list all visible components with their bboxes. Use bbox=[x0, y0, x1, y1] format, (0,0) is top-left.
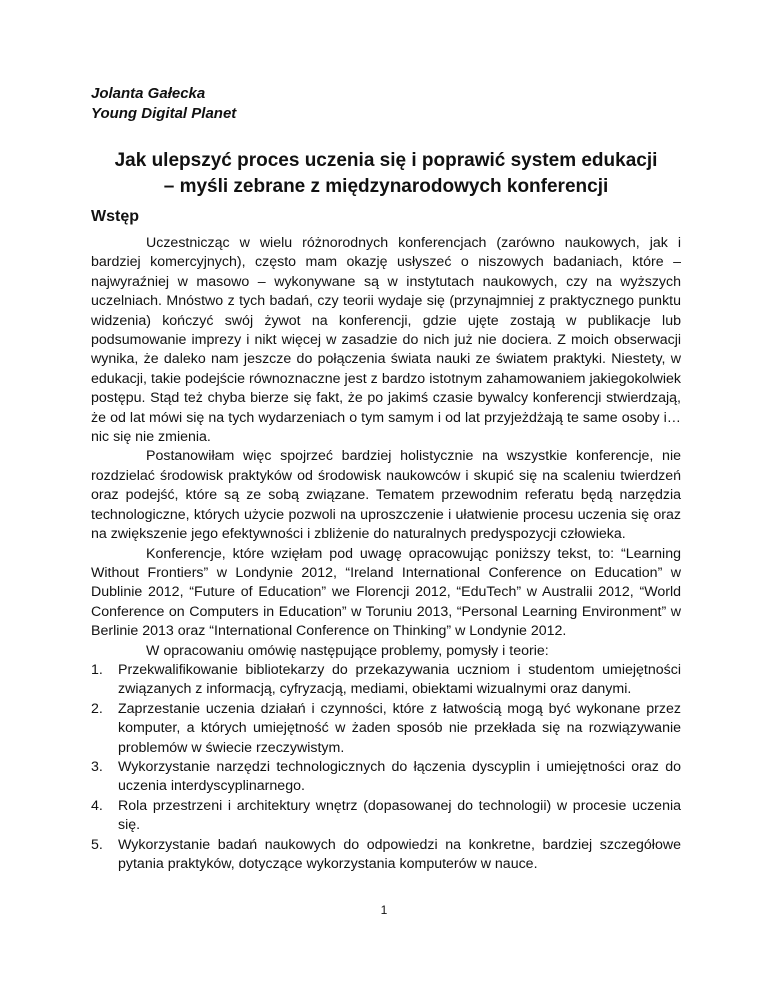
list-item-text: Wykorzystanie badań naukowych do odpowiedzi na konkretne, bardziej szczegółowe pytania praktyków, dotyczące wykorzystania komputerów w nauce. bbox=[118, 836, 681, 872]
numbered-list bbox=[91, 661, 681, 874]
list-item bbox=[91, 797, 681, 836]
list-item-text: Zaprzestanie uczenia działań i czynności, które z łatwością mogą być wykonane przez komputer, a których umiejętność w żaden sposób nie przekłada się na rozwiązywanie problemów w świecie rzeczywistym. bbox=[118, 700, 681, 756]
list-item-number: 2. bbox=[91, 700, 103, 717]
list-item-number: 3. bbox=[91, 758, 103, 775]
list-item bbox=[91, 700, 681, 758]
section-body bbox=[91, 234, 681, 874]
page-number: 1 bbox=[380, 903, 388, 917]
list-item bbox=[91, 758, 681, 797]
document-title bbox=[91, 148, 681, 200]
list-item-number: 5. bbox=[91, 836, 103, 853]
list-item-text: Rola przestrzeni i architektury wnętrz (dopasowanej do technologii) w procesie uczenia się. bbox=[118, 797, 681, 834]
paragraph: Uczestnicząc w wielu różnorodnych konferencjach (zarówno naukowych, jak i bardziej komercyjnych), często mam okazję usłyszeć o niszowych badaniach, które – najwyraźniej w masowo – wykonywane są w instytutach naukowych, czy na wyższych uczelniach. Mnóstwo z tych badań, czy teorii wydaje się (przynajmniej z praktycznego punktu widzenia) kończyć swój żywot na konferencji, gdzie ujęte zostają w publikacje lub podsumowanie imprezy i nikt więcej w zasadzie do nich już nie dociera. Z moich obserwacji wynika, że daleko nam jeszcze do połączenia świata nauki ze światem praktyki. Niestety, w edukacji, takie podejście równoznaczne jest z bardzo istotnym zahamowaniem jakiegokolwiek postępu. Stąd też chyba bierze się fakt, że po jakimś czasie bywalcy konferencji stwierdzają, że od lat mówi się na tych wydarzeniach o tym samym i od lat przyjeżdżają te same osoby i… nic się nie zmienia. bbox=[91, 235, 681, 446]
title-line-2: – myśli zebrane z międzynarodowych konferencji bbox=[163, 176, 609, 197]
author-name: Jolanta Gałecka bbox=[91, 85, 206, 102]
list-item-text: Przekwalifikowanie bibliotekarzy do przekazywania uczniom i studentom umiejętności związanych z informacją, cyfryzacją, mediami, obiektami wizualnymi oraz danymi. bbox=[118, 661, 681, 698]
title-line-1: Jak ulepszyć proces uczenia się i poprawić system edukacji bbox=[114, 150, 658, 171]
list-item-text: Wykorzystanie narzędzi technologicznych do łączenia dyscyplin i umiejętności oraz do uczenia interdyscyplinarnego. bbox=[118, 758, 681, 795]
list-item-number: 1. bbox=[91, 661, 103, 678]
section-heading: Wstęp bbox=[91, 208, 139, 225]
paragraph: W opracowaniu omówię następujące problemy, pomysły i teorie: bbox=[146, 642, 549, 659]
list-item bbox=[91, 661, 681, 700]
list-item-number: 4. bbox=[91, 797, 103, 814]
paragraph: Konferencje, które wzięłam pod uwagę opracowując poniższy tekst, to: “Learning Without Frontiers” w Londynie 2012, “Ireland International Conference on Education” w Dublinie 2012, “Future of Education” we Florencji 2012, “EduTech” w Australii 2012, “World Conference on Computers in Education” w Toruniu 2013, “Personal Learning Environment” w Berlinie 2013 oraz “International Conference on Thinking” w Londynie 2012. bbox=[91, 545, 681, 640]
paragraph: Postanowiłam więc spojrzeć bardziej holistycznie na wszystkie konferencje, nie rozdzielać środowisk praktyków od środowisk naukowców i skupić się na scaleniu twierdzeń oraz podejść, które są ze sobą związane. Tematem przewodnim referatu będą narzędzia technologiczne, których użycie pozwoli na uproszczenie i ułatwienie procesu uczenia się oraz na zwiększenie jego efektywności i zbliżenie do naturalnych predyspozycji człowieka. bbox=[91, 448, 681, 543]
author-block bbox=[91, 84, 236, 124]
author-company: Young Digital Planet bbox=[91, 105, 237, 122]
list-item bbox=[91, 836, 681, 875]
